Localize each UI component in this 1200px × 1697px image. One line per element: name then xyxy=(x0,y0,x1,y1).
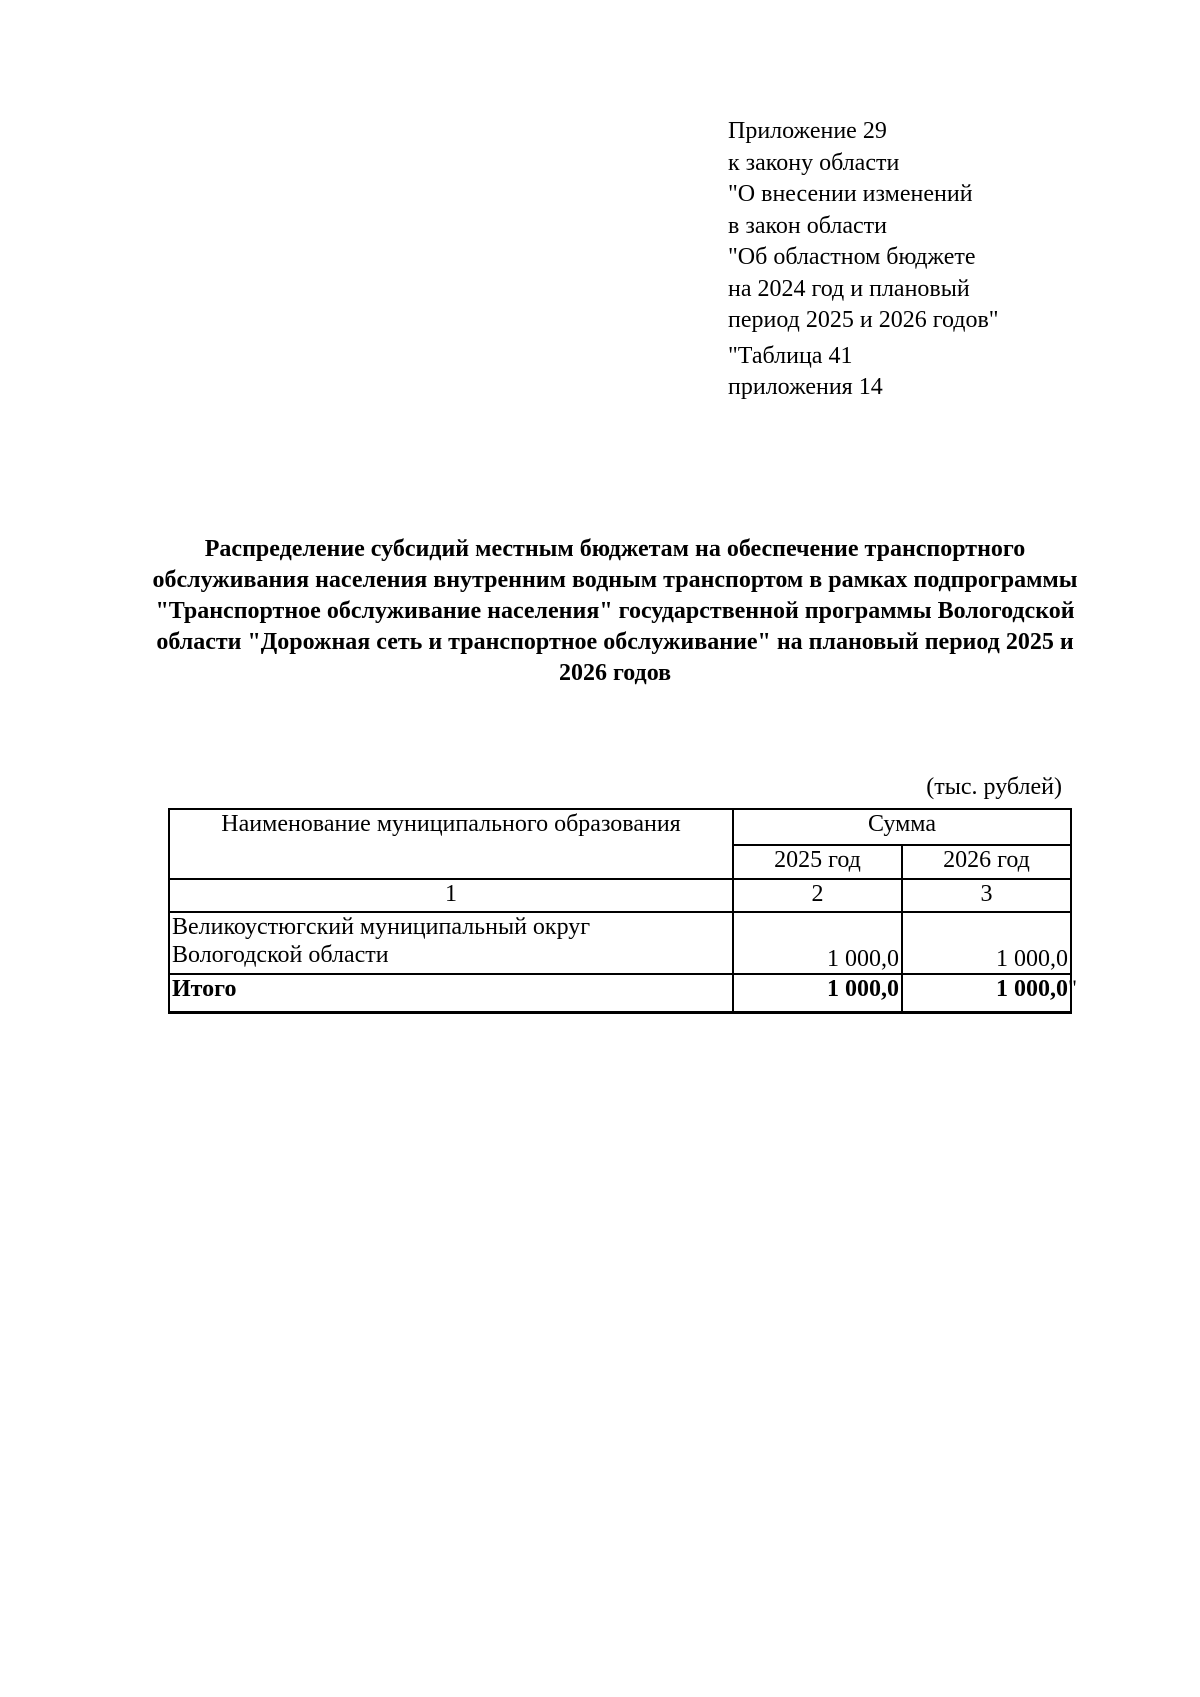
document-title: Распределение субсидий местным бюджетам на обеспечение транспортного обслуживания населения внутренним водным транспортом в рамках подпрограммы "Транспортное обслуживание населения" государственной программы Вологодской области "Дорожная сеть и транспортное обслуживание" на плановый период 2025 и 2026 годов xyxy=(152,536,1078,686)
appendix-line: приложения 14 xyxy=(728,374,883,400)
total-row xyxy=(169,974,1071,1013)
appendix-line: на 2024 год и плановый xyxy=(728,275,970,302)
appendix-line: период 2025 и 2026 годов" xyxy=(728,307,999,333)
appendix-line: в закон области xyxy=(728,212,887,239)
header-year-2026: 2026 год xyxy=(902,845,1071,879)
column-number: 3 xyxy=(902,879,1071,912)
appendix-line: "Об областном бюджете xyxy=(728,244,976,270)
closing-quote: " xyxy=(1068,975,1077,1000)
column-numbers-row xyxy=(169,879,1071,912)
column-number: 1 xyxy=(169,879,733,912)
units-label: (тыс. рублей) xyxy=(926,774,1062,800)
subsidy-table xyxy=(168,808,1072,1014)
total-label: Итого xyxy=(169,974,733,1013)
appendix-line: "Таблица 41 xyxy=(728,342,853,369)
column-number: 2 xyxy=(733,879,902,912)
municipality-name-line: Великоустюгский муниципальный округ xyxy=(172,914,591,940)
header-sum: Сумма xyxy=(733,809,1071,845)
total-2025: 1 000,0 xyxy=(733,974,902,1013)
total-2026: 1 000,0 xyxy=(902,974,1071,1013)
appendix-block xyxy=(728,116,999,404)
municipality-name-line: Вологодской области xyxy=(172,942,389,968)
table-header-row xyxy=(169,809,1071,845)
amount-2026: 1 000,0 xyxy=(902,912,1071,974)
amount-2025: 1 000,0 xyxy=(733,912,902,974)
header-year-2025: 2025 год xyxy=(733,845,902,879)
municipality-name xyxy=(169,912,733,974)
table-row xyxy=(169,912,1071,974)
appendix-line: "О внесении изменений xyxy=(728,181,973,207)
header-municipality: Наименование муниципального образования xyxy=(169,809,733,879)
appendix-line: Приложение 29 xyxy=(728,118,887,144)
appendix-line: к закону области xyxy=(728,149,900,176)
